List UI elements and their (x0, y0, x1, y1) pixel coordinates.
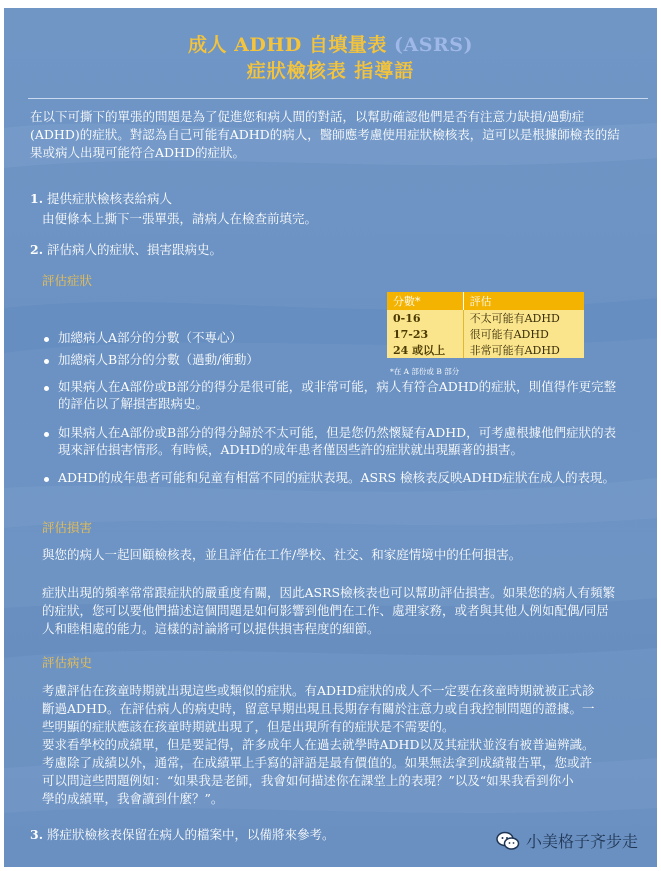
section-heading-history: 評估病史 (42, 655, 93, 670)
bullet-item: ADHD的成年患者可能和兒童有相當不同的症狀表現。ASRS 檢核表反映ADHD症狀在成人的表現。 (58, 470, 615, 485)
impairment-p1: 與您的病人一起回顧檢核表，並且評估在工作/學校、社交、和家庭情境中的任何損害。 (42, 547, 522, 562)
bullet-item-cont: 的評估以了解損害跟病史。 (58, 396, 209, 411)
table-row (387, 342, 584, 358)
score-table-note: *在 A 部份或 B 部分 (390, 367, 460, 376)
score-range: 0-16 (387, 310, 463, 326)
watermark-text: 小美格子齐步走 (526, 832, 639, 851)
step2-title: 2. 評估病人的症狀、損害跟病史。 (30, 242, 223, 257)
watermark (496, 829, 638, 852)
impairment-p2-line1: 症狀出現的頻率常常跟症狀的嚴重度有關，因此ASRS檢核表也可以幫助評估損害。如果您的病人有頻繁 (42, 585, 616, 600)
step1-body: 由便條本上撕下一張單張，請病人在檢查前填完。 (42, 211, 318, 226)
bullet-dot (44, 386, 49, 391)
page-title-line1: 成人 ADHD 自填量表 (ASRS) (188, 34, 473, 56)
intro-line-2: (ADHD)的症狀。對認為自己可能有ADHD的病人，醫師應考慮使用症狀檢核表，這可以是根據師檢表的結 (30, 127, 620, 142)
history-line: 考慮除了成績以外，通常，在成績單上手寫的評語是最有價值的。如果無法拿到成績報告單，您或許 (42, 755, 593, 770)
bullet-item-cont: 現來評估損害情形。有時候，ADHD的成年患者僅因些許的症狀就出現顯著的損害。 (58, 442, 523, 457)
document-panel (4, 8, 657, 867)
bullet-dot (44, 477, 49, 482)
bullet-item: 加總病人A部分的分數（不專心） (58, 330, 243, 345)
history-line: 考慮評估在孩童時期就出現這些或類似的症狀。有ADHD症狀的成人不一定要在孩童時期就被正式診 (42, 683, 595, 698)
history-line: 要求看學校的成績單，但是要記得，許多成年人在過去就學時ADHD以及其症狀並沒有被普遍辨識。 (42, 737, 595, 752)
bullet-item: 加總病人B部分的分數（過動/衝動） (58, 352, 259, 367)
score-assessment: 非常可能有ADHD (463, 342, 584, 358)
score-assessment: 很可能有ADHD (463, 326, 584, 342)
page-title-line2: 症狀檢核表 指導語 (246, 60, 415, 82)
score-range: 17-23 (387, 326, 463, 342)
score-assessment: 不太可能有ADHD (463, 310, 584, 326)
history-line: 些明顯的症狀應該在孩童時期就出現了，但是出現所有的症狀是不需要的。 (42, 719, 455, 734)
score-table-header (387, 292, 584, 310)
history-line: 可以問這些問題例如：“如果我是老師，我會如何描述你在課堂上的表現？”以及“如果我看到你小 (42, 773, 574, 788)
score-range: 24 或以上 (387, 342, 463, 358)
section-heading-symptoms: 評估症狀 (42, 273, 93, 288)
impairment-p2-line3: 人和睦相處的能力。這樣的討論將可以提供損害程度的細節。 (42, 621, 380, 636)
bullet-item: 如果病人在A部份或B部分的得分歸於不太可能，但是您仍然懷疑有ADHD，可考慮根據他們症狀的表 (58, 425, 617, 440)
score-header-cell: 評估 (463, 292, 584, 310)
intro-line-1: 在以下可撕下的單張的問題是為了促進您和病人間的對話，以幫助確認他們是否有注意力缺損/過動症 (30, 109, 585, 124)
history-line: 學的成績單，我會讀到什麼？”。 (42, 791, 224, 806)
step1-title: 1. 提供症狀檢核表給病人 (30, 191, 173, 206)
bullet-item: 如果病人在A部份或B部分的得分是很可能，或非常可能，病人有符合ADHD的症狀，則值得作更完整 (58, 379, 617, 394)
table-row (387, 310, 584, 326)
intro-line-3: 果或病人出現可能符合ADHD的症狀。 (30, 145, 245, 160)
step3-title: 3. 將症狀檢核表保留在病人的檔案中，以備將來參考。 (30, 827, 335, 842)
history-line: 斷過ADHD。在評估病人的病史時，留意早期出現且長期存有關於注意力或自我控制問題的證據。一 (42, 701, 595, 716)
table-row (387, 326, 584, 342)
impairment-p2-line2: 的症狀，您可以要他們描述這個問題是如何影響到他們在工作、處理家務，或者與其他人例如配偶/同居 (42, 603, 609, 618)
asrs-label: (ASRS) (394, 34, 473, 56)
wechat-icon (496, 831, 520, 851)
score-header-cell: 分數* (387, 292, 463, 310)
bullet-dot (44, 337, 49, 342)
section-heading-impairment: 評估損害 (42, 520, 93, 535)
bullet-dot (44, 359, 49, 364)
title-divider (28, 98, 648, 99)
bullet-dot (44, 432, 49, 437)
score-table (387, 292, 584, 358)
